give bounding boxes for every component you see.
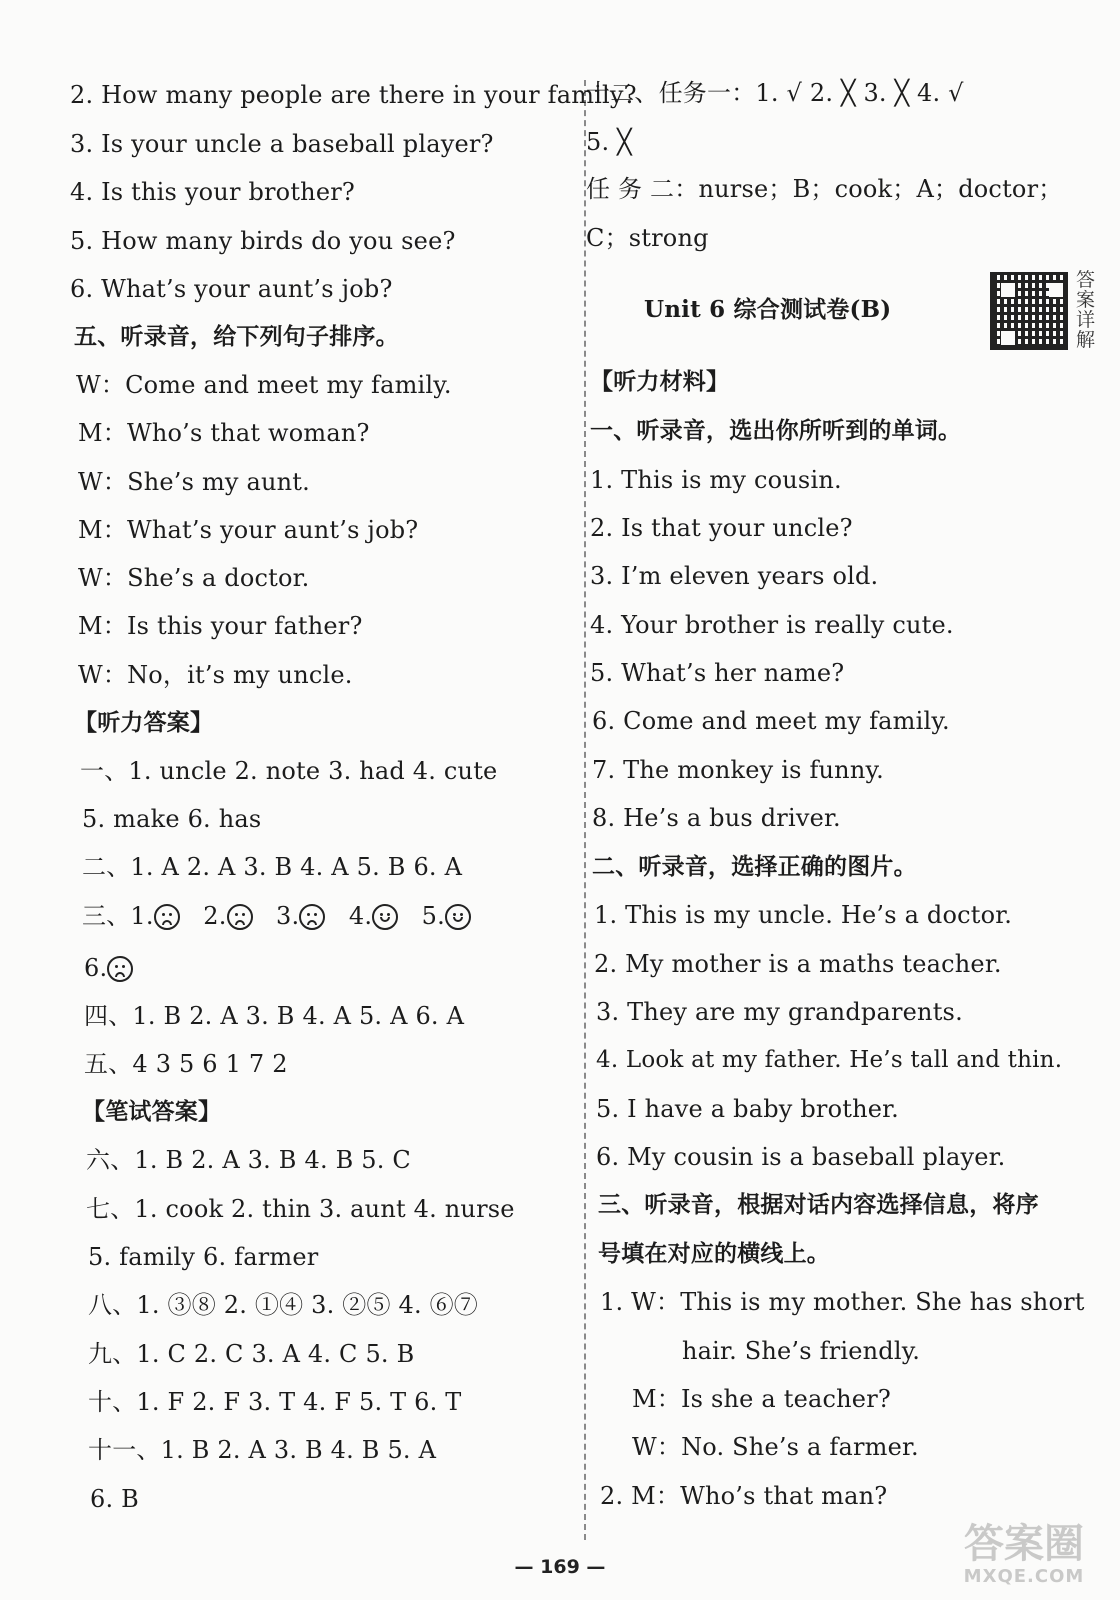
- text-line: 6. My cousin is a baseball player.: [596, 1143, 1006, 1171]
- answer-line: 5. family 6. farmer: [88, 1243, 319, 1271]
- text-line: 1. This is my cousin.: [590, 466, 842, 494]
- sad-face-icon: [154, 904, 180, 930]
- answer-line: 5. make 6. has: [82, 805, 262, 833]
- dialogue-line: W：She’s a doctor.: [78, 564, 310, 592]
- happy-face-icon: [372, 904, 398, 930]
- answer-line: C；strong: [586, 224, 709, 252]
- dialogue-line: 2. M：Who’s that man?: [600, 1482, 888, 1510]
- dialogue-line: M：Is this your father?: [78, 612, 363, 640]
- section-heading: 号填在对应的横线上。: [598, 1241, 830, 1267]
- dialogue-line: W：No. She’s a farmer.: [632, 1433, 919, 1461]
- answer-line: 八、1. ③⑧ 2. ①④ 3. ②⑤ 4. ⑥⑦: [88, 1291, 478, 1319]
- text-line: 2. How many people are there in your family?: [70, 81, 637, 109]
- answer-line: 6. B: [90, 1485, 139, 1513]
- text-line: 6. Come and meet my family.: [592, 707, 950, 735]
- text-line: 4. Look at my father. He’s tall and thin.: [596, 1047, 1063, 1073]
- page-number: — 169 —: [514, 1556, 606, 1578]
- section-heading: 【笔试答案】: [82, 1099, 222, 1125]
- answer-line: 九、1. C 2. C 3. A 4. C 5. B: [88, 1340, 415, 1368]
- section-heading: 【听力材料】: [590, 369, 730, 395]
- section-heading: 三、听录音，根据对话内容选择信息，将序: [598, 1192, 1039, 1218]
- answer-line: 十一、1. B 2. A 3. B 4. B 5. A: [88, 1436, 437, 1464]
- answer-line: 六、1. B 2. A 3. B 4. B 5. C: [86, 1146, 411, 1174]
- column-divider: [584, 80, 586, 1540]
- answer-line: 五、4 3 5 6 1 7 2: [84, 1050, 288, 1078]
- section-heading: 二、听录音，选择正确的图片。: [592, 854, 917, 880]
- face-answer-line: [84, 953, 133, 983]
- qr-code-icon[interactable]: [990, 272, 1068, 350]
- text-line: 1. This is my uncle. He’s a doctor.: [594, 901, 1013, 929]
- text-line: 2. Is that your uncle?: [590, 514, 853, 542]
- dialogue-line: hair. She’s friendly.: [682, 1337, 921, 1365]
- text-line: 7. The monkey is funny.: [592, 756, 884, 784]
- section-heading: 【听力答案】: [74, 710, 214, 736]
- watermark-logo: [936, 1522, 1112, 1592]
- answer-line: 任 务 二：nurse；B；cook；A；doctor；: [586, 175, 1063, 203]
- unit-title: Unit 6 综合测试卷(B): [644, 296, 892, 323]
- dialogue-line: W：No，it’s my uncle.: [78, 661, 353, 689]
- text-line: 5. What’s her name?: [590, 659, 845, 687]
- text-line: 4. Is this your brother?: [70, 178, 355, 206]
- answer-line: 二、1. A 2. A 3. B 4. A 5. B 6. A: [82, 853, 463, 881]
- happy-face-icon: [445, 904, 471, 930]
- question-number: 三、: [82, 902, 131, 930]
- qr-label: 答案详解: [1076, 269, 1096, 351]
- face-label: 1.: [130, 902, 154, 930]
- answer-line: 十、1. F 2. F 3. T 4. F 5. T 6. T: [88, 1388, 462, 1416]
- answer-line: 5. ╳: [586, 128, 632, 156]
- face-label: 4.: [348, 902, 373, 930]
- watermark-text: 答案圈: [964, 1521, 1084, 1567]
- dialogue-line: M：Is she a teacher?: [632, 1385, 891, 1413]
- answer-line: 一、1. uncle 2. note 3. had 4. cute: [80, 757, 498, 785]
- sad-face-icon: [299, 904, 325, 930]
- text-line: 2. My mother is a maths teacher.: [594, 950, 1002, 978]
- watermark-url: MXQE.COM: [963, 1566, 1085, 1587]
- section-heading: 一、听录音，选出你所听到的单词。: [590, 418, 962, 444]
- face-label: 3.: [276, 902, 300, 930]
- face-label: 2.: [203, 902, 227, 930]
- face-label: 6.: [84, 954, 108, 982]
- dialogue-line: 1. W：This is my mother. She has short: [600, 1288, 1085, 1316]
- answer-line: 十二、任务一：1. √ 2. ╳ 3. ╳ 4. √: [586, 79, 964, 107]
- section-heading: 五、听录音，给下列句子排序。: [74, 324, 399, 350]
- face-label: 5.: [421, 902, 445, 930]
- answer-line: 七、1. cook 2. thin 3. aunt 4. nurse: [86, 1195, 515, 1223]
- text-line: 8. He’s a bus driver.: [592, 804, 841, 832]
- dialogue-line: M：What’s your aunt’s job?: [78, 516, 419, 544]
- text-line: 5. How many birds do you see?: [70, 227, 456, 255]
- dialogue-line: W：Come and meet my family.: [76, 371, 452, 399]
- text-line: 3. Is your uncle a baseball player?: [70, 130, 494, 158]
- text-line: 6. What’s your aunt’s job?: [70, 275, 393, 303]
- text-line: 4. Your brother is really cute.: [590, 611, 954, 639]
- dialogue-line: M：Who’s that woman?: [78, 419, 370, 447]
- answer-line: 四、1. B 2. A 3. B 4. A 5. A 6. A: [84, 1002, 465, 1030]
- text-line: 5. I have a baby brother.: [596, 1095, 900, 1123]
- sad-face-icon: [107, 956, 133, 982]
- text-line: 3. They are my grandparents.: [596, 998, 963, 1026]
- face-answer-line: [82, 901, 471, 931]
- dialogue-line: W：She’s my aunt.: [78, 468, 310, 496]
- sad-face-icon: [227, 904, 253, 930]
- text-line: 3. I’m eleven years old.: [590, 562, 879, 590]
